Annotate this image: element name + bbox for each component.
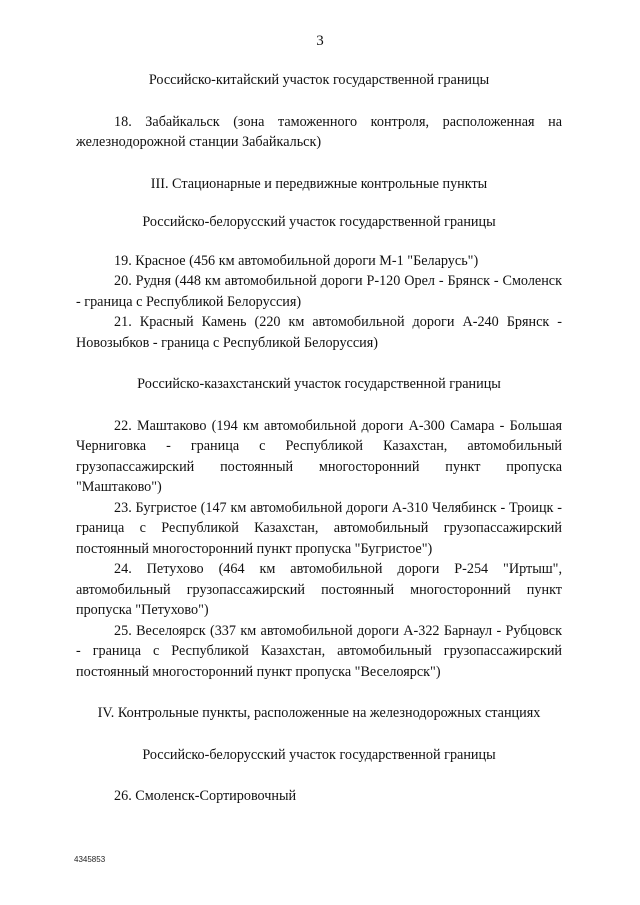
section-title-iii: III. Стационарные и передвижные контрольные пункты [150,175,488,192]
list-item-21: 21. Красный Камень (220 км автомобильной дороги А-240 Брянск - Новозыбков - граница с Республикой Белоруссия) [76,314,562,351]
section-heading-russia-belarus: Российско-белорусский участок государственной границы [142,214,496,230]
list-item-20: 20. Рудня (448 км автомобильной дороги Р-120 Орел - Брянск - Смоленск - граница с Республикой Белоруссия) [76,273,562,310]
list-item-18: 18. Забайкальск (зона таможенного контроля, расположенная на железнодорожной станции Забайкальск) [76,113,562,150]
list-item-26: 26. Смоленск-Сортировочный [114,788,297,804]
page-number: 3 [316,33,324,49]
list-item-23: 23. Бугристое (147 км автомобильной дороги А-310 Челябинск - Троицк - граница с Республикой Казахстан, автомобильный грузопассажирский постоянный многосторонний пункт пропуска "Бугристое") [76,499,562,557]
list-item-25: 25. Веселоярск (337 км автомобильной дороги А-322 Барнаул - Рубцовск - граница с Республикой Казахстан, автомобильный грузопассажирский постоянный многосторонний пункт пропуска "Веселоярск") [76,622,562,680]
list-item-19: 19. Красное (456 км автомобильной дороги М-1 "Беларусь") [114,252,479,269]
section-heading-russia-belarus-rail: Российско-белорусский участок государственной границы [142,746,496,763]
document-code: 4345853 [74,855,106,864]
section-title-iv: IV. Контрольные пункты, расположенные на железнодорожных станциях [97,705,541,721]
section-heading-russia-china: Российско-китайский участок государственной границы [148,72,490,88]
section-heading-russia-kazakhstan: Российско-казахстанский участок государственной границы [137,376,501,392]
document-body [76,70,562,807]
list-item-24: 24. Петухово (464 км автомобильной дороги Р-254 "Иртыш", автомобильный грузопассажирский постоянный многосторонний пункт пропуска "Петухово") [76,561,562,618]
list-item-22: 22. Маштаково (194 км автомобильной дороги А-300 Самара - Большая Черниговка - граница с Республикой Казахстан, автомобильный грузопассажирский постоянный многосторонний пункт пропуска "Маштаково") [76,417,562,495]
